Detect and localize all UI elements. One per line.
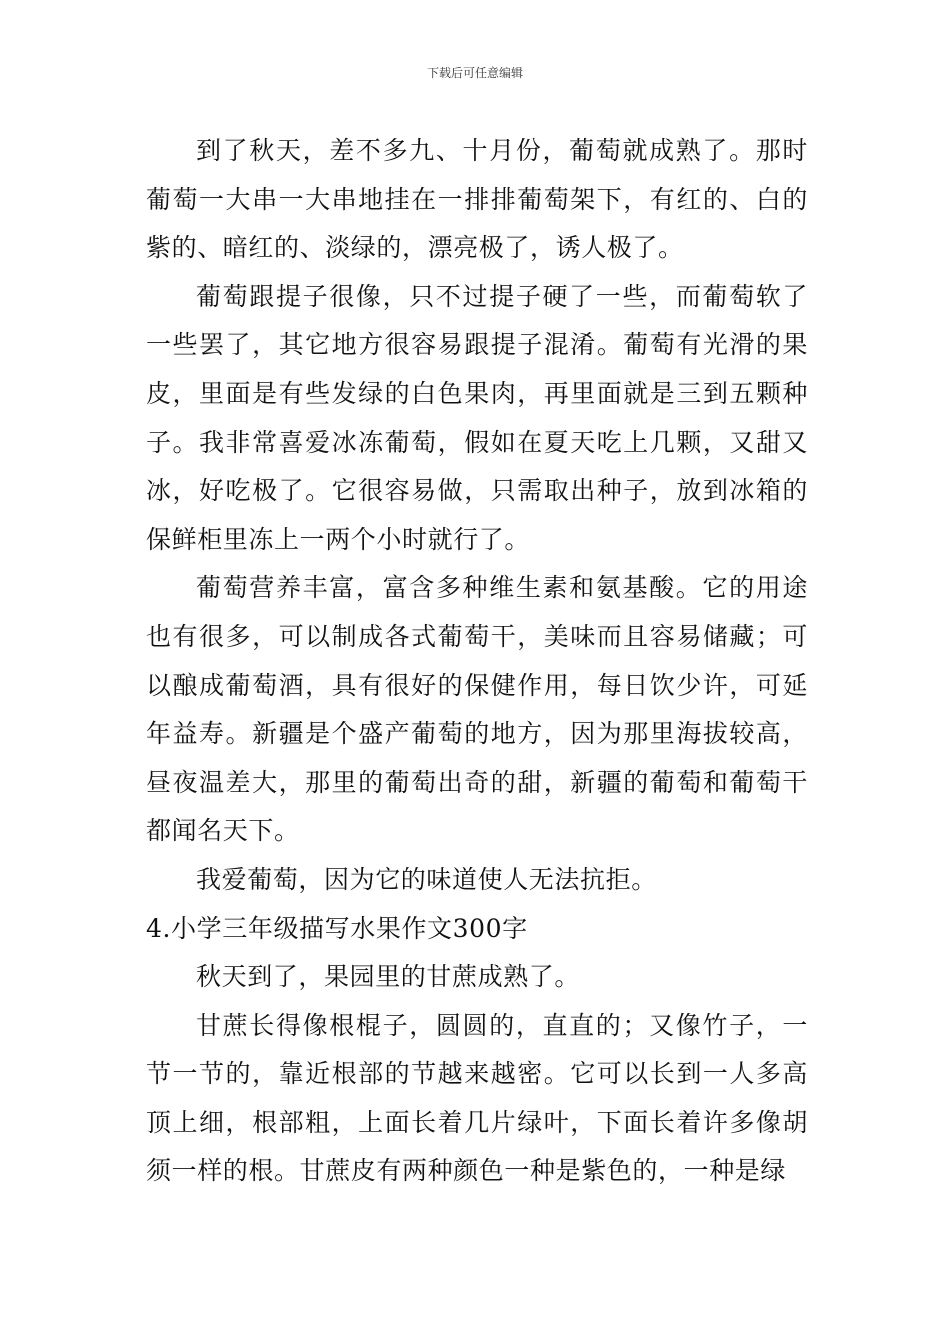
- paragraph-sugarcane-intro: 秋天到了，果园里的甘蔗成熟了。: [196, 962, 581, 992]
- section-heading: 4.小学三年级描写水果作文300字: [146, 913, 528, 943]
- paragraph-grapes-autumn: 到了秋天，差不多九、十月份，葡萄就成熟了。那时葡萄一大串一大串地挂在一排排葡萄架下，有红的、白的紫的、暗红的、淡绿的，漂亮极了，诱人极了。: [146, 136, 808, 263]
- paragraph-grapes-nutrition: 葡萄营养丰富，富含多种维生素和氨基酸。它的用途也有很多，可以制成各式葡萄干，美味而且容易储藏；可以酿成葡萄酒，具有很好的保健作用，每日饮少许，可延年益寿。新疆是个盛产葡萄的地方，因为那里海拔较高，昼夜温差大，那里的葡萄出奇的甜，新疆的葡萄和葡萄干都闻名天下。: [146, 573, 808, 846]
- paragraph-grapes-vs-grapes-seedless: 葡萄跟提子很像，只不过提子硬了一些，而葡萄软了一些罢了，其它地方很容易跟提子混淆。葡萄有光滑的果皮，里面是有些发绿的白色果肉，再里面就是三到五颗种子。我非常喜爱冰冻葡萄，假如在夏天吃上几颗，又甜又冰，好吃极了。它很容易做，只需取出种子，放到冰箱的保鲜柜里冻上一两个小时就行了。: [146, 281, 808, 554]
- paragraph-grapes-conclusion: 我爱葡萄，因为它的味道使人无法抗拒。: [196, 864, 657, 894]
- paragraph-sugarcane-description: 甘蔗长得像根棍子，圆圆的，直直的；又像竹子，一节一节的，靠近根部的节越来越密。它可以长到一人多高顶上细，根部粗，上面长着几片绿叶，下面长着许多像胡须一样的根。甘蔗皮有两种颜色一种是紫色的，一种是绿: [146, 1010, 808, 1186]
- page-header: 下载后可任意编辑: [426, 66, 523, 80]
- document-body: [146, 127, 808, 1196]
